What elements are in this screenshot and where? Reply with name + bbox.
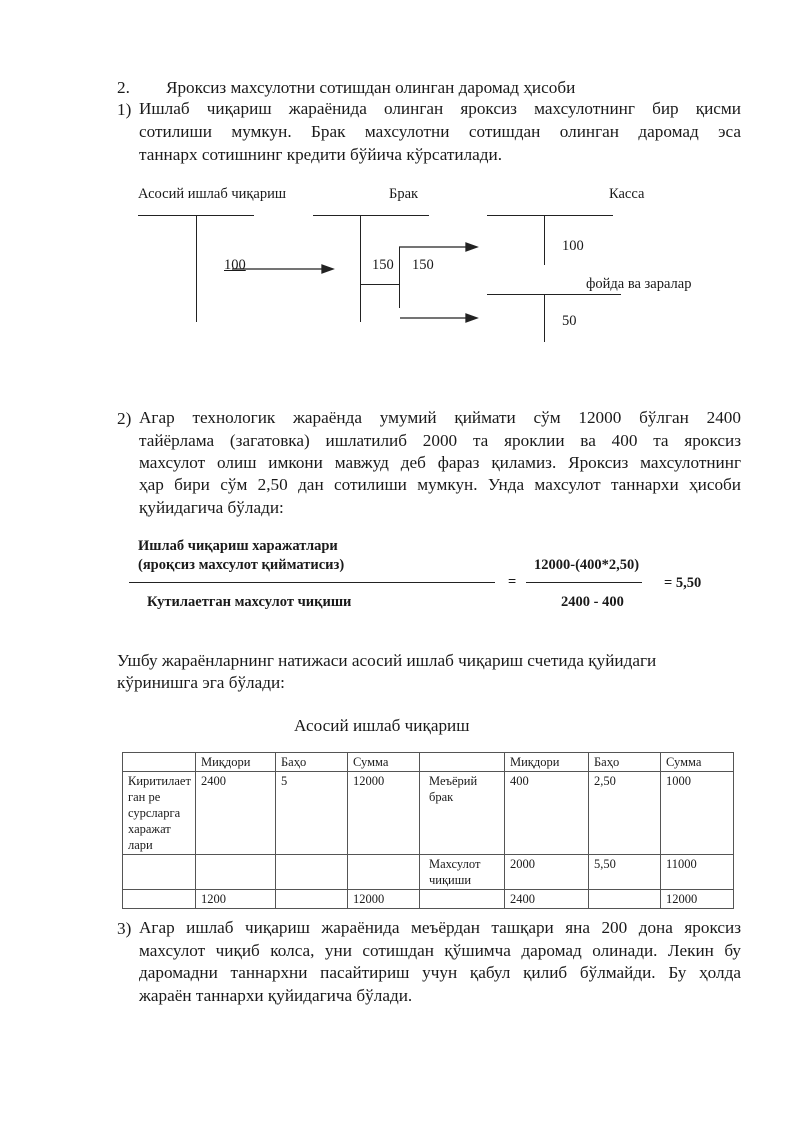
item2-line-5: қуйидагича бўлади: <box>139 498 284 517</box>
arrowhead-main-to-defect <box>322 265 333 273</box>
formula-result: = 5,50 <box>664 575 702 591</box>
value-50-profit-loss: 50 <box>562 313 577 329</box>
arrowhead-defect-to-profit-loss <box>466 314 477 322</box>
table-cell <box>348 855 420 890</box>
table-header-cell: Сумма <box>348 753 420 772</box>
formula-calc-fraction-bar <box>526 582 642 583</box>
table-cell <box>420 890 505 909</box>
table-header-row <box>123 753 734 772</box>
result-text-line-2: кўринишга эга бўлади: <box>117 673 285 692</box>
table-cell: 2000 <box>505 855 589 890</box>
item3-line-1: Агар ишлаб чиқариш жараёнида меъёрдан ташқари яна 200 дона яроксиз <box>139 918 741 937</box>
item3-line-2: махсулот чиқиб колса, уни сотишдан қўшимча даромад олинади. Лекин бу <box>139 941 741 960</box>
table-row <box>123 772 734 855</box>
table-cell: Киритилает ган ре сурсларга харажат лари <box>123 772 196 855</box>
item2-number: 2) <box>117 409 132 428</box>
table-cell: 2400 <box>196 772 276 855</box>
t-account-label-profit-loss: фойда ва заралар <box>586 276 692 292</box>
item2-line-2: тайёрлама (загатовка) ишлатилиб 2000 та яроклии ва 400 та яроксиз <box>139 431 741 450</box>
table-cell: 400 <box>505 772 589 855</box>
table-cell: 5 <box>276 772 348 855</box>
table-cell <box>276 890 348 909</box>
item3-number: 3) <box>117 919 132 938</box>
item2-line-4: ҳар бири сўм 2,50 дан сотилиши мумкун. Унда махсулот таннархи ҳисоби <box>139 475 741 494</box>
table-cell: 5,50 <box>589 855 661 890</box>
table-cell: 12000 <box>348 890 420 909</box>
t-account-label-main-production: Асосий ишлаб чиқариш <box>138 186 287 202</box>
item1-line-2: сотилиши мумкун. Брак махсулотни сотишдан олинган даромад эса <box>139 122 741 141</box>
table-cell: 12000 <box>661 890 734 909</box>
item2-line-3: махсулот олиш имкони мавжуд деб фараз қиламиз. Яроксиз махсулотнинг <box>139 453 741 472</box>
table-header-cell <box>420 753 505 772</box>
value-100-cash: 100 <box>562 238 584 254</box>
table-cell: 12000 <box>348 772 420 855</box>
table-row <box>123 855 734 890</box>
ledger-table <box>122 752 734 909</box>
ledger-title: Асосий ишлаб чиқариш <box>294 716 470 735</box>
item1-line-1: Ишлаб чиқариш жараёнида олинган яроксиз махсулотнинг бир қисми <box>139 99 741 118</box>
table-cell: Меъёрий брак <box>420 772 505 855</box>
item1-line-3: таннарх сотишнинг кредити бўйича кўрсатилади. <box>139 145 503 164</box>
item1-number: 1) <box>117 100 132 119</box>
formula-calc-denominator: 2400 - 400 <box>561 594 624 610</box>
value-100-main: 100 <box>224 257 246 273</box>
table-cell: 1000 <box>661 772 734 855</box>
table-cell: 2400 <box>505 890 589 909</box>
table-row <box>123 890 734 909</box>
table-cell <box>123 890 196 909</box>
flow-arrows <box>0 0 800 360</box>
item2-line-1: Агар технологик жараёнда умумий қиймати сўм 12000 бўлган 2400 <box>139 408 741 427</box>
table-header-cell: Миқдори <box>196 753 276 772</box>
table-header-cell: Сумма <box>661 753 734 772</box>
table-cell: Махсулот чиқиши <box>420 855 505 890</box>
formula-equals: = <box>508 574 517 590</box>
table-cell <box>196 855 276 890</box>
table-header-cell: Баҳо <box>276 753 348 772</box>
table-cell <box>276 855 348 890</box>
table-header-cell: Миқдори <box>505 753 589 772</box>
table-cell: 2,50 <box>589 772 661 855</box>
table-header-cell: Баҳо <box>589 753 661 772</box>
section-number: 2. <box>117 78 130 97</box>
formula-numerator-line-2: (яроқсиз махсулот қийматисиз) <box>138 557 345 573</box>
t-account-label-cash: Касса <box>609 186 645 202</box>
item3-line-3: даромадни таннархни пасайтириш учун қабул қилиб бўлмайди. Бу ҳолда <box>139 963 741 982</box>
table-cell: 11000 <box>661 855 734 890</box>
item3-line-4: жараён таннархи қуйидагича бўлади. <box>139 986 413 1005</box>
result-text-line-1: Ушбу жараёнларнинг натижаси асосий ишлаб чиқариш счетида қуйидаги <box>117 651 657 670</box>
t-account-label-defect: Брак <box>389 186 419 202</box>
formula-calc-numerator: 12000-(400*2,50) <box>534 557 640 573</box>
table-cell: 1200 <box>196 890 276 909</box>
table-header-cell <box>123 753 196 772</box>
value-150-left: 150 <box>372 257 394 273</box>
section-title: Яроксиз махсулотни сотишдан олинган даромад ҳисоби <box>166 78 576 97</box>
formula-numerator-line-1: Ишлаб чиқариш харажатлари <box>138 538 338 554</box>
arrowhead-defect-to-cash <box>466 243 477 251</box>
table-cell <box>123 855 196 890</box>
formula-fraction-bar <box>129 582 495 583</box>
formula-denominator: Кутилаетган махсулот чиқиши <box>147 594 352 610</box>
table-cell <box>589 890 661 909</box>
value-150-right: 150 <box>412 257 434 273</box>
